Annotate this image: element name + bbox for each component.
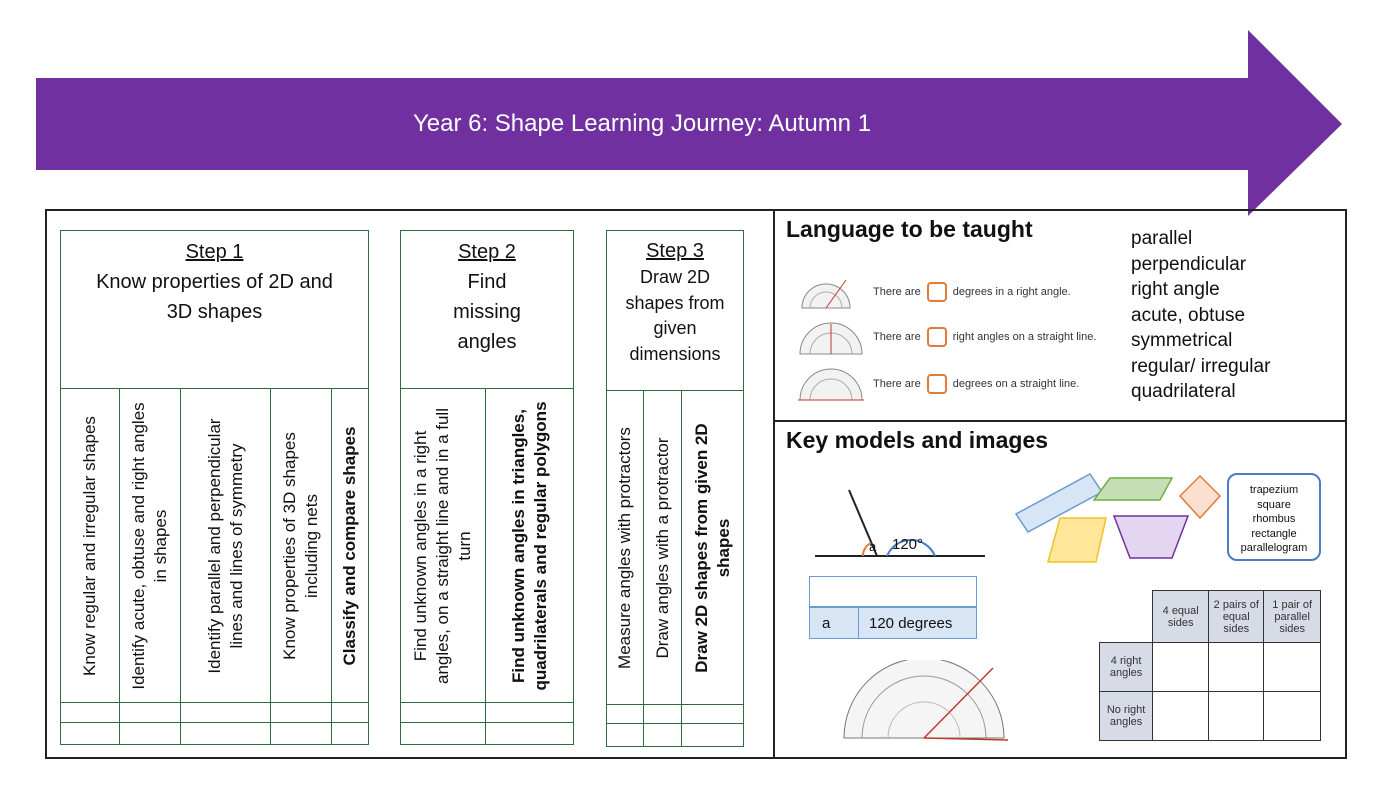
grid-cell [1209,643,1264,692]
step-2-row-cell [485,722,574,745]
step-1-item-1: Know regular and irregular shapes [60,388,120,703]
step-3-row-cell [681,704,744,724]
grid-col-header: 1 pair of parallel sides [1264,591,1321,643]
step-1-row-cell [119,722,181,745]
bar-model-part-value: 120 degrees [858,607,977,639]
step-3-row-cell [643,704,682,724]
protractor-icon [796,364,866,404]
step-3-item-1: Measure angles with protractors [606,390,644,705]
step-1-item-2: Identify acute, obtuse and right angles in shapes [119,388,181,703]
sentence-1: There are degrees in a right angle. [873,282,1071,302]
horizontal-divider [773,420,1347,422]
grid-cell [1153,643,1209,692]
step-1-header [60,230,369,389]
grid-cell [1264,692,1321,741]
step-3-row-cell [606,704,644,724]
step-3-header [606,230,744,391]
step-1-row-cell [270,722,332,745]
grid-cell [1209,692,1264,741]
answer-box [927,282,947,302]
shape-names-box: trapezium square rhombus rectangle parallelogram [1227,473,1321,561]
answer-box [927,374,947,394]
step-1-row-cell [270,702,332,723]
grid-col-header: 4 equal sides [1153,591,1209,643]
vocab-item: acute, obtuse [1131,304,1246,326]
angle-label-a: a [869,539,877,554]
step-1-row-cell [180,702,271,723]
vocabulary-list [1131,226,1270,405]
language-title: Language to be taught [786,216,1033,242]
step-3-row-cell [681,723,744,747]
vocab-item: quadrilateral [1131,381,1236,402]
step-3-row-cell [606,723,644,747]
grid-col-header: 2 pairs of equal sides [1209,591,1264,643]
step-1-description: Know properties of 2D and 3D shapes [96,271,333,323]
protractor-large-icon [838,660,1010,742]
models-title: Key models and images [786,427,1049,453]
step-2-description: Find missing angles [453,271,521,353]
bar-model-whole [809,576,977,607]
step-3-description: Draw 2D shapes from given dimensions [625,267,725,364]
step-3-item-3: Draw 2D shapes from given 2D shapes [681,390,744,705]
step-1-title: Step 1 [185,241,244,263]
grid-cell [1264,643,1321,692]
page-title: Year 6: Shape Learning Journey: Autumn 1 [412,110,872,137]
bar-model-part-a: a [809,607,859,639]
step-2-row-cell [400,722,486,745]
step-2-item-1: Find unknown angles in a right angles, on a straight line and in a full turn [400,388,486,703]
step-1-row-cell [180,722,271,745]
step-1-item-5: Classify and compare shapes [331,388,369,703]
vocab-item: perpendicular [1131,253,1247,275]
answer-box [927,327,947,347]
vocab-item: right angle [1131,279,1220,300]
protractor-icon [796,318,866,358]
vocab-item: regular/ irregular [1131,355,1271,377]
grid-row-header: 4 right angles [1100,643,1153,692]
sentence-2: There are right angles on a straight line. [873,327,1096,347]
step-3-row-cell [643,723,682,747]
step-1-item-4: Know properties of 3D shapes including nets [270,388,332,703]
step-1-row-cell [60,702,120,723]
vocab-item: symmetrical [1131,330,1233,351]
step-3-item-2: Draw angles with a protractor [643,390,682,705]
step-2-title: Step 2 [458,241,516,263]
step-2-header [400,230,574,389]
step-2-row-cell [485,702,574,723]
step-1-row-cell [331,722,369,745]
vocab-item: parallel [1131,228,1193,249]
quadrilateral-shapes [1012,470,1224,566]
vertical-divider [773,209,775,759]
protractor-icon [796,272,856,312]
step-2-item-2: Find unknown angles in triangles, quadrilaterals and regular polygons [485,388,574,703]
step-1-row-cell [119,702,181,723]
grid-cell [1153,692,1209,741]
sentence-3: There are degrees on a straight line. [873,374,1079,394]
step-1-row-cell [60,722,120,745]
step-3-title: Step 3 [646,240,704,262]
step-1-item-3: Identify parallel and perpendicular lines and lines of symmetry [180,388,271,703]
step-1-row-cell [331,702,369,723]
angle-label-120: 120° [892,536,924,553]
grid-row-header: No right angles [1100,692,1153,741]
step-2-row-cell [400,702,486,723]
classification-grid [1099,590,1321,741]
